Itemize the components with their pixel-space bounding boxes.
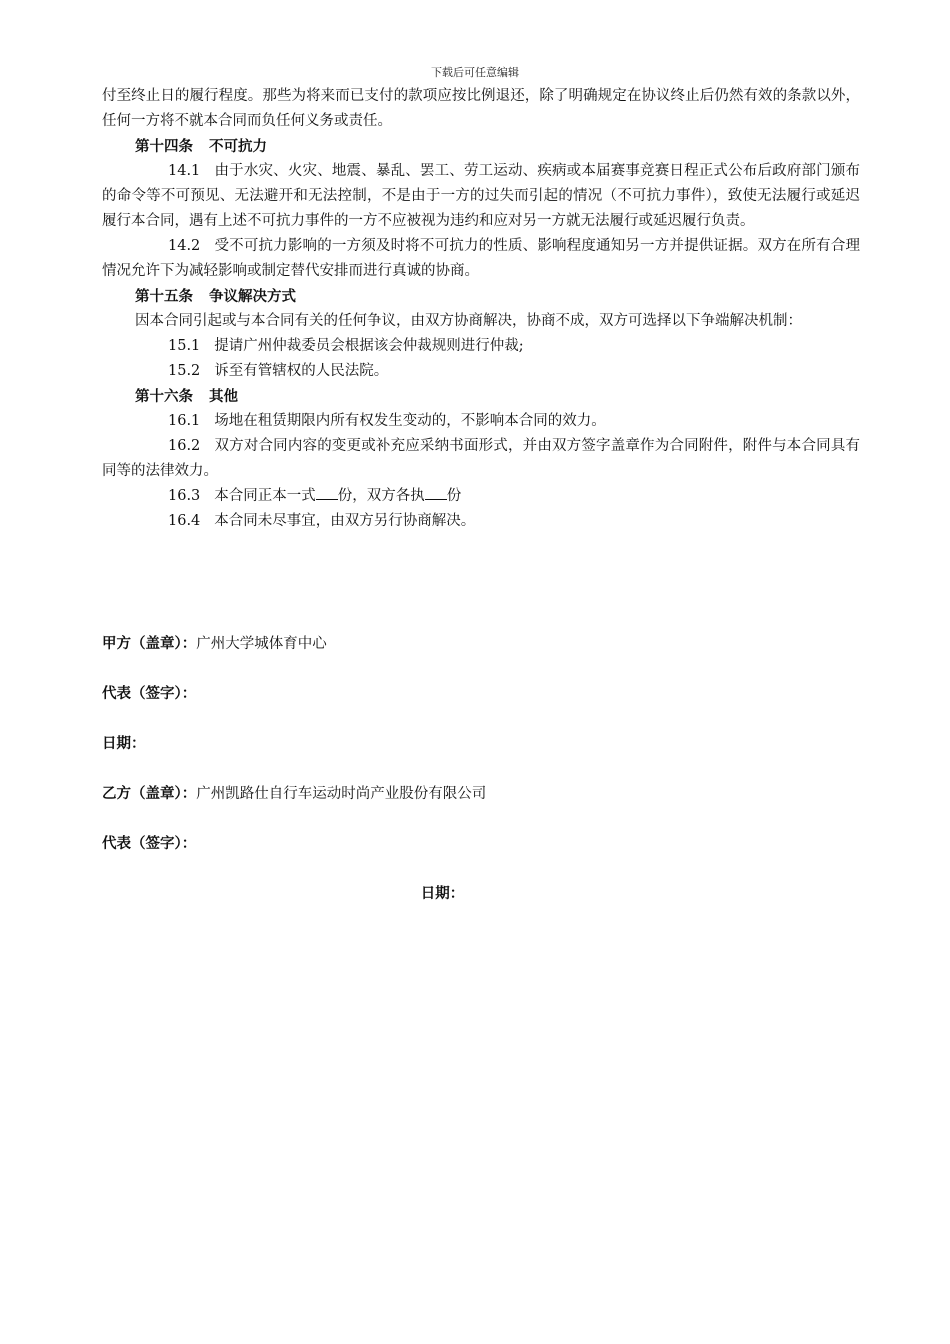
clause-15-1 [102,334,860,359]
article-title: 其他 [209,388,238,405]
party-a-label: 甲方（盖章）： [102,635,197,652]
clause-text: 提请广州仲裁委员会根据该会仲裁规则进行仲裁; [214,338,524,354]
rep-a-label: 代表（签字）： [102,685,197,702]
clause-16-4 [102,509,860,534]
clause-number: 14.2 [168,238,201,254]
clause-number: 16.2 [168,438,201,454]
party-b-name: 广州凯路仕自行车运动时尚产业股份有限公司 [196,786,487,802]
party-a-name: 广州大学城体育中心 [196,636,327,652]
copies-each-blank [425,485,447,500]
rep-b-line [102,834,196,854]
intro-paragraph: 付至终止日的履行程度。那些为将来而已支付的款项应按比例退还，除了明确规定在协议终止后仍然有效的条款以外，任何一方将不就本合同而负任何义务或责任。 [102,88,860,129]
clause-text: 受不可抗力影响的一方须及时将不可抗力的性质、影响程度通知另一方并提供证据。双方在所有合理情况允许下为减轻影响或制定替代安排而进行真诚的协商。 [102,238,860,279]
date-a-line [102,734,146,754]
clause-text: 份 [446,488,462,504]
clause-14-2 [102,234,860,284]
article-15-intro: 因本合同引起或与本合同有关的任何争议，由双方协商解决，协商不成，双方可选择以下争端解决机制： [135,313,802,329]
clause-text: 本合同未尽事宜，由双方另行协商解决。 [214,513,476,529]
clause-text: 双方对合同内容的变更或补充应采纳书面形式，并由双方签字盖章作为合同附件，附件与本合同具有同等的法律效力。 [102,438,860,479]
party-b-line [102,784,486,804]
clause-text: 诉至有管辖权的人民法院。 [214,363,389,379]
article-number: 第十四条 [135,138,193,155]
rep-b-label: 代表（签字）： [102,835,197,852]
clause-number: 16.1 [168,413,201,429]
date-b-label: 日期： [420,885,465,902]
article-15-heading [102,284,860,309]
article-title: 争议解决方式 [209,288,296,305]
clause-text: 份，双方各执 [337,488,425,504]
clause-number: 16.4 [168,513,201,529]
clause-14-1 [102,159,860,234]
contract-body [102,84,860,534]
clause-16-3 [102,484,860,509]
article-14-heading [102,134,860,159]
clause-text: 场地在租赁期限内所有权发生变动的，不影响本合同的效力。 [214,413,606,429]
copies-blank [316,485,338,500]
clause-text: 由于水灾、火灾、地震、暴乱、罢工、劳工运动、疾病或本届赛事竞赛日程正式公布后政府部门颁布的命令等不可预见、无法避开和无法控制，不是由于一方的过失而引起的情况（不可抗力事件），致使无法履行或延迟履行本合同，遇有上述不可抗力事件的一方不应被视为违约和应对另一方就无法履行或延迟履行负责。 [102,163,860,229]
clause-16-2 [102,434,860,484]
article-16-heading [102,384,860,409]
party-b-label: 乙方（盖章）： [102,785,197,802]
clause-number: 15.2 [168,363,201,379]
clause-15-2 [102,359,860,384]
clause-number: 14.1 [168,163,201,179]
clause-text: 本合同正本一式 [214,488,316,504]
clause-number: 16.3 [168,488,201,504]
clause-16-1 [102,409,860,434]
article-title: 不可抗力 [209,138,267,155]
rep-a-line [102,684,196,704]
clause-number: 15.1 [168,338,201,354]
party-a-line [102,634,327,654]
article-number: 第十六条 [135,388,193,405]
date-a-label: 日期： [102,735,146,752]
header-note: 下载后可任意编辑 [431,66,519,79]
article-number: 第十五条 [135,288,193,305]
